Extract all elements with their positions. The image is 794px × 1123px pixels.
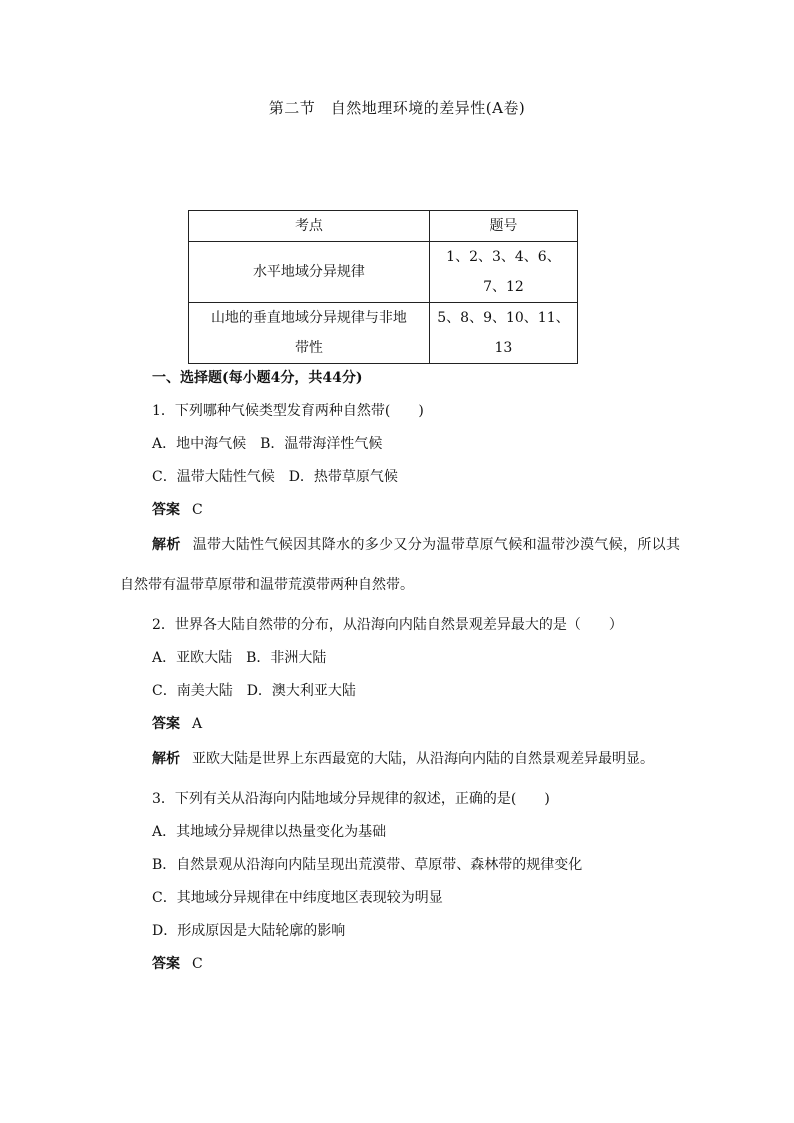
- table-row: [189, 303, 578, 364]
- question-stem: 3．下列有关从沿海向内陆地域分异规律的叙述，正确的是( ): [152, 791, 550, 807]
- analysis-paragraph: [120, 525, 680, 605]
- answer-line: [120, 708, 680, 741]
- analysis-text: 温带大陆性气候因其降水的多少又分为温带草原气候和温带沙漠气候，所以其自然带有温带草原带和温带荒漠带两种自然带。: [120, 537, 680, 593]
- header-topic: 考点: [189, 211, 430, 242]
- option-line: B．自然景观从沿海向内陆呈现出荒漠带、草原带、森林带的规律变化: [152, 857, 583, 873]
- row-topic: [189, 303, 430, 364]
- analysis-label: 解析: [152, 751, 180, 767]
- document-title: 第二节 自然地理环境的差异性(A卷): [268, 99, 526, 117]
- header-numbers: 题号: [429, 211, 577, 242]
- table-header-row: [189, 211, 578, 242]
- analysis-paragraph: [120, 739, 680, 779]
- option-line: C．温带大陆性气候 D．热带草原气候: [152, 469, 398, 485]
- answer-line: [120, 494, 680, 527]
- row-numbers: 5、8、9、10、11、13: [429, 303, 577, 364]
- option-line: D．形成原因是大陆轮廓的影响: [152, 923, 346, 939]
- answer-value: C: [192, 502, 203, 518]
- option-line: A．其地域分异规律以热量变化为基础: [152, 824, 387, 840]
- section-heading: 一、选择题(每小题4分，共44分): [152, 370, 363, 386]
- answer-value: C: [192, 956, 203, 972]
- option-line: A．亚欧大陆 B．非洲大陆: [152, 650, 327, 666]
- option-line: C．其地域分异规律在中纬度地区表现较为明显: [152, 890, 443, 906]
- row-topic: 水平地域分异规律: [189, 242, 430, 303]
- answer-line: [120, 948, 680, 981]
- answer-label: 答案: [152, 956, 180, 972]
- row-numbers: 1、2、3、4、6、7、12: [429, 242, 577, 303]
- option-line: C．南美大陆 D．澳大利亚大陆: [152, 683, 356, 699]
- topic-table: [188, 210, 578, 364]
- answer-value: A: [192, 716, 203, 732]
- table-row: [189, 242, 578, 303]
- row-topic-line1: 山地的垂直地域分异规律与非地: [210, 310, 407, 326]
- question-stem: 1．下列哪种气候类型发育两种自然带( ): [152, 403, 424, 419]
- option-line: A．地中海气候 B．温带海洋性气候: [152, 436, 383, 452]
- analysis-text: 亚欧大陆是世界上东西最宽的大陆，从沿海向内陆的自然景观差异最明显。: [192, 751, 654, 767]
- answer-label: 答案: [152, 502, 180, 518]
- question-stem: 2．世界各大陆自然带的分布，从沿海向内陆自然景观差异最大的是（ ）: [152, 617, 623, 633]
- row-topic-line2: 带性: [294, 340, 323, 356]
- analysis-label: 解析: [152, 537, 181, 553]
- question-content: [120, 362, 680, 981]
- answer-label: 答案: [152, 716, 180, 732]
